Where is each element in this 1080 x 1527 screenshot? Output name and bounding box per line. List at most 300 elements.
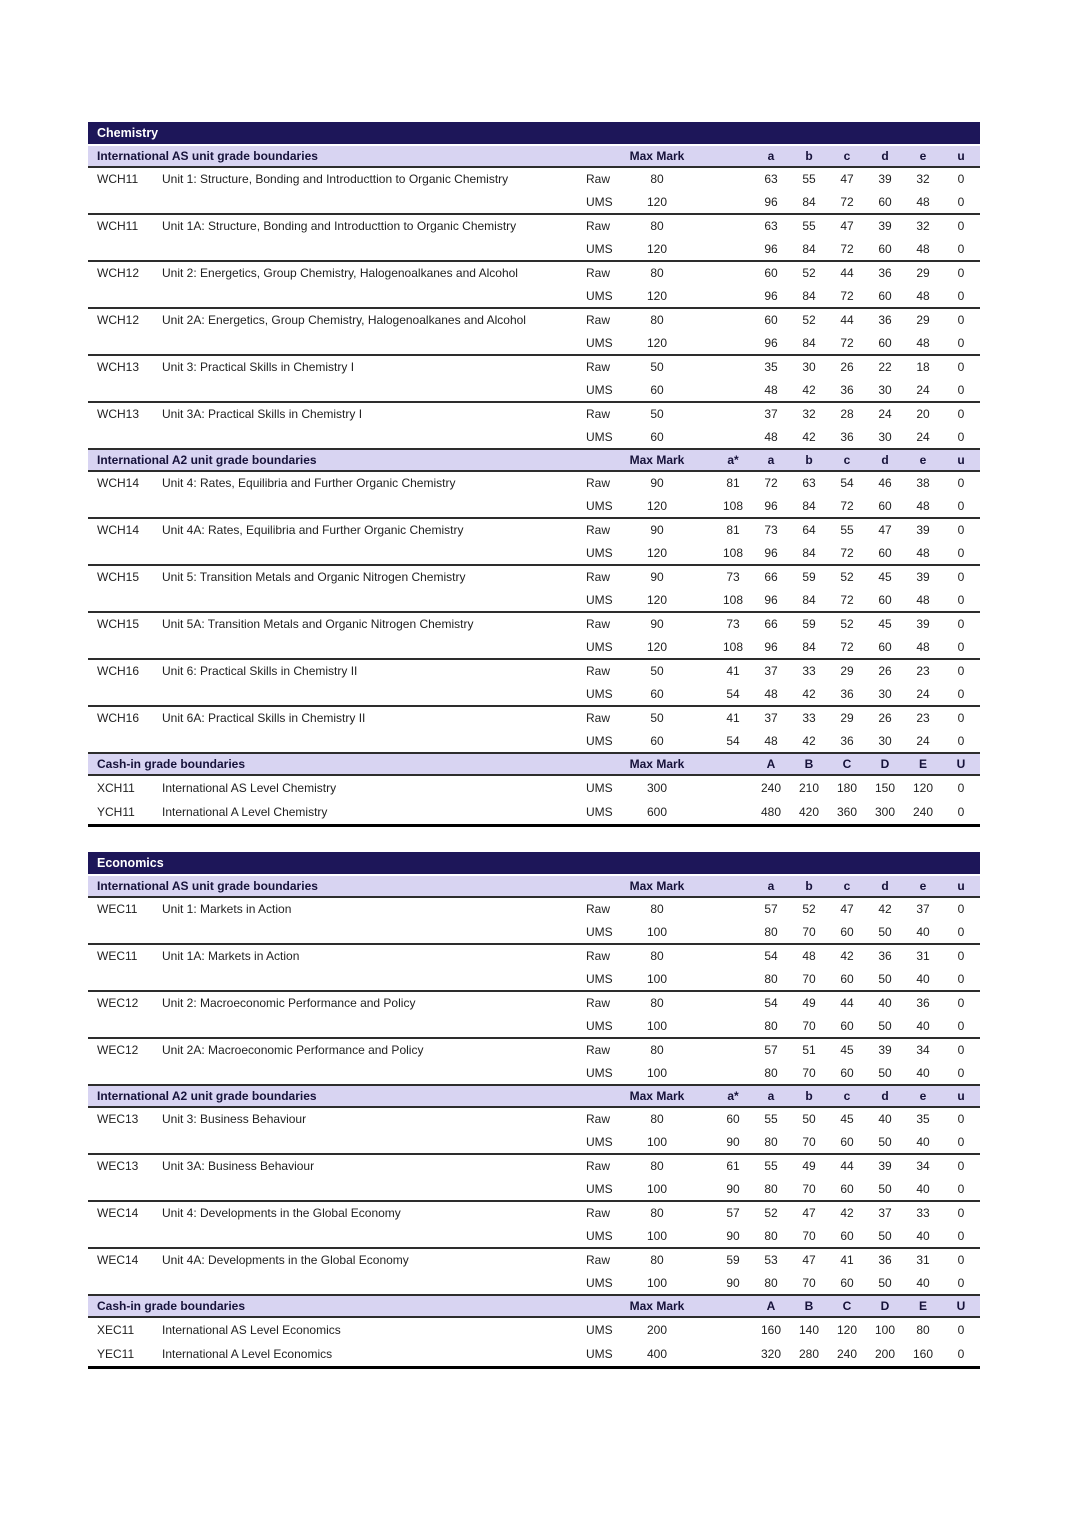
unit-row-group — [88, 403, 980, 450]
grade-boundary-value — [714, 1015, 752, 1038]
grade-boundary-value: 50 — [878, 924, 892, 939]
unit-row-group — [88, 898, 980, 945]
grade-boundary-value: 280 — [798, 1347, 820, 1361]
max-mark-value: 80 — [650, 996, 664, 1011]
grade-column-header: A — [766, 1299, 776, 1313]
grade-column-header: c — [843, 453, 851, 467]
grade-boundary-value: 50 — [878, 971, 892, 986]
max-mark-value: 50 — [650, 407, 664, 422]
grade-boundary-value: 30 — [878, 429, 892, 444]
grade-boundary-value: 84 — [802, 194, 816, 209]
grade-boundary-value: 108 — [722, 498, 744, 513]
grade-boundary-value: 33 — [802, 711, 816, 726]
unit-title: International A Level Economics — [162, 1347, 333, 1361]
grade-boundary-value: 60 — [840, 1018, 854, 1033]
max-mark-value: 600 — [646, 805, 668, 819]
unit-title: International AS Level Economics — [162, 1323, 341, 1337]
section-header-row — [88, 1296, 980, 1318]
grade-boundary-value: 23 — [916, 711, 930, 726]
subject-code: WEC11 — [97, 949, 138, 964]
unit-title: Unit 6A: Practical Skills in Chemistry II — [162, 711, 366, 726]
grade-boundary-value: 48 — [764, 733, 778, 748]
grade-boundary-value — [714, 379, 752, 402]
grade-boundary-value: 96 — [764, 335, 778, 350]
grade-boundary-value: 45 — [840, 1112, 854, 1127]
grade-boundary-value: 60 — [840, 971, 854, 986]
subject-code: WCH12 — [97, 313, 140, 328]
unit-title: Unit 4: Rates, Equilibria and Further Organic Chemistry — [162, 476, 456, 491]
grade-boundary-value: 0 — [957, 1275, 965, 1290]
grade-boundary-value: 50 — [878, 1275, 892, 1290]
grade-column-header — [714, 146, 752, 166]
grade-boundary-value: 37 — [878, 1206, 892, 1221]
grade-boundary-value: 66 — [764, 617, 778, 632]
grade-boundary-value: 80 — [764, 1275, 778, 1290]
grade-boundary-value: 84 — [802, 288, 816, 303]
max-mark-value: 80 — [650, 266, 664, 281]
mark-type-label: Raw — [586, 664, 611, 679]
unit-title: Unit 3: Business Behaviour — [162, 1112, 307, 1127]
grade-boundary-value: 96 — [764, 592, 778, 607]
mark-type-label: Raw — [586, 313, 611, 328]
grade-boundary-value: 70 — [802, 924, 816, 939]
grade-boundary-value: 80 — [764, 924, 778, 939]
grade-boundary-value: 48 — [916, 639, 930, 654]
grade-boundary-value: 180 — [836, 781, 858, 795]
grade-boundary-value: 72 — [840, 498, 854, 513]
subject-code: XCH11 — [97, 781, 135, 795]
grade-boundary-value: 52 — [802, 902, 816, 917]
unit-title: Unit 2A: Energetics, Group Chemistry, Halogenoalkanes and Alcohol — [162, 313, 526, 328]
grade-boundary-value: 32 — [916, 219, 930, 234]
grade-boundary-value: 60 — [840, 1181, 854, 1196]
max-mark-value: 50 — [650, 664, 664, 679]
grade-boundary-value: 55 — [840, 523, 854, 538]
grade-boundary-value: 140 — [798, 1323, 820, 1337]
grade-boundary-value: 73 — [726, 617, 740, 632]
grade-boundary-value: 40 — [916, 1134, 930, 1149]
grade-boundary-value: 30 — [802, 360, 816, 375]
mark-type-label: UMS — [586, 241, 613, 256]
unit-row-group — [88, 776, 980, 800]
grade-boundary-value: 36 — [840, 733, 854, 748]
mark-type-label: UMS — [586, 1134, 613, 1149]
grade-boundary-value — [714, 403, 752, 426]
grade-boundary-value: 28 — [840, 407, 854, 422]
mark-type-label: UMS — [586, 1065, 613, 1080]
grade-boundary-value: 30 — [878, 382, 892, 397]
grade-boundary-value: 59 — [802, 570, 816, 585]
grade-boundary-value: 60 — [878, 241, 892, 256]
grade-column-header: a* — [727, 453, 739, 467]
grade-boundary-value: 60 — [878, 639, 892, 654]
max-mark-header: Max Mark — [629, 757, 685, 771]
grade-boundary-value: 42 — [840, 949, 854, 964]
grade-boundary-value: 60 — [764, 266, 778, 281]
unit-title: Unit 1: Structure, Bonding and Introducttion to Organic Chemistry — [162, 172, 509, 187]
grade-column-header: a — [767, 149, 775, 163]
grade-boundary-value — [714, 968, 752, 991]
grade-boundary-value: 73 — [764, 523, 778, 538]
grade-boundary-value: 320 — [760, 1347, 782, 1361]
grade-boundary-value: 48 — [916, 241, 930, 256]
grade-boundary-value: 44 — [840, 313, 854, 328]
max-mark-header: Max Mark — [629, 149, 685, 163]
grade-column-header: B — [804, 757, 814, 771]
max-mark-value: 200 — [646, 1323, 668, 1337]
grade-boundary-value: 240 — [912, 805, 934, 819]
grade-boundary-value: 60 — [878, 288, 892, 303]
grade-column-header — [714, 754, 752, 774]
subject-code: WEC13 — [97, 1159, 139, 1174]
grade-column-header: c — [843, 149, 851, 163]
grade-boundary-value: 108 — [722, 592, 744, 607]
grade-boundary-value: 70 — [802, 1181, 816, 1196]
max-mark-value: 80 — [650, 1159, 664, 1174]
grade-boundary-value — [714, 1318, 752, 1342]
grade-boundary-value: 32 — [916, 172, 930, 187]
grade-column-header: e — [919, 149, 927, 163]
unit-title: Unit 2: Energetics, Group Chemistry, Halogenoalkanes and Alcohol — [162, 266, 518, 281]
unit-title: Unit 6: Practical Skills in Chemistry II — [162, 664, 358, 679]
section-header-row — [88, 876, 980, 898]
grade-boundary-value: 0 — [957, 1347, 965, 1361]
max-mark-value: 100 — [646, 1065, 668, 1080]
max-mark-header: Max Mark — [629, 453, 685, 467]
grade-boundary-value: 0 — [957, 1065, 965, 1080]
grade-boundary-value: 60 — [878, 194, 892, 209]
grade-boundary-value: 72 — [840, 241, 854, 256]
mark-type-label: UMS — [586, 686, 613, 701]
grade-boundary-value: 0 — [957, 805, 965, 819]
grade-boundary-value: 48 — [916, 288, 930, 303]
grade-column-header: e — [919, 1089, 927, 1103]
grade-column-header — [714, 1296, 752, 1316]
subject-code: XEC11 — [97, 1323, 135, 1337]
grade-boundary-value: 47 — [802, 1206, 816, 1221]
grade-boundary-value: 40 — [916, 1275, 930, 1290]
grade-boundary-value: 52 — [802, 266, 816, 281]
max-mark-value: 120 — [646, 498, 668, 513]
mark-type-label: UMS — [586, 194, 613, 209]
subject-code: YCH11 — [97, 805, 135, 819]
mark-type-label: UMS — [586, 1347, 613, 1361]
grade-boundary-value: 45 — [878, 570, 892, 585]
grade-boundary-value: 0 — [957, 639, 965, 654]
grade-boundary-value — [714, 332, 752, 355]
grade-boundary-value: 0 — [957, 1181, 965, 1196]
grade-boundary-value: 360 — [836, 805, 858, 819]
mark-type-label: UMS — [586, 781, 613, 795]
grade-boundary-value: 29 — [916, 313, 930, 328]
mark-type-label: Raw — [586, 219, 611, 234]
mark-type-label: Raw — [586, 1253, 611, 1268]
grade-boundary-value: 54 — [764, 996, 778, 1011]
section-title: International A2 unit grade boundaries — [97, 453, 317, 467]
unit-title: Unit 4A: Rates, Equilibria and Further Organic Chemistry — [162, 523, 464, 538]
max-mark-header: Max Mark — [629, 1299, 685, 1313]
grade-boundary-value: 23 — [916, 664, 930, 679]
max-mark-value: 60 — [650, 429, 664, 444]
unit-row-group — [88, 215, 980, 262]
grade-boundary-value: 54 — [726, 686, 740, 701]
mark-type-label: UMS — [586, 498, 613, 513]
grade-boundary-value: 0 — [957, 498, 965, 513]
grade-boundary-value: 0 — [957, 241, 965, 256]
grade-boundary-value: 54 — [840, 476, 854, 491]
grade-boundary-value: 40 — [916, 1181, 930, 1196]
unit-title: Unit 1A: Structure, Bonding and Introducttion to Organic Chemistry — [162, 219, 517, 234]
mark-type-label: UMS — [586, 592, 613, 607]
grade-boundary-value — [714, 262, 752, 285]
mark-type-label: UMS — [586, 382, 613, 397]
max-mark-value: 80 — [650, 1043, 664, 1058]
grade-boundary-value: 33 — [916, 1206, 930, 1221]
mark-type-label: Raw — [586, 523, 611, 538]
max-mark-value: 100 — [646, 924, 668, 939]
max-mark-value: 120 — [646, 288, 668, 303]
grade-boundary-value: 33 — [802, 664, 816, 679]
grade-boundary-value: 60 — [840, 1065, 854, 1080]
mark-type-label: Raw — [586, 711, 611, 726]
grade-column-header: u — [957, 1089, 965, 1103]
grade-boundary-value: 48 — [764, 382, 778, 397]
unit-row-group — [88, 1039, 980, 1086]
section-header-row — [88, 1086, 980, 1108]
grade-boundary-value: 70 — [802, 1134, 816, 1149]
grade-column-header: c — [843, 879, 851, 893]
grade-boundary-value: 120 — [912, 781, 934, 795]
grade-column-header: a — [767, 453, 775, 467]
grade-boundary-value: 50 — [878, 1181, 892, 1196]
grade-column-header: b — [805, 1089, 813, 1103]
grade-column-header: c — [843, 1089, 851, 1103]
section-header-row — [88, 754, 980, 776]
grade-boundary-value: 0 — [957, 733, 965, 748]
grade-column-header — [714, 876, 752, 896]
unit-title: Unit 4A: Developments in the Global Economy — [162, 1253, 409, 1268]
grade-column-header: b — [805, 149, 813, 163]
grade-boundary-value: 18 — [916, 360, 930, 375]
grade-column-header: E — [918, 1299, 927, 1313]
grade-boundary-value: 84 — [802, 498, 816, 513]
grade-boundary-value: 72 — [840, 194, 854, 209]
grade-column-header: d — [881, 453, 889, 467]
max-mark-value: 80 — [650, 1206, 664, 1221]
mark-type-label: Raw — [586, 902, 611, 917]
grade-boundary-value: 420 — [798, 805, 820, 819]
grade-boundary-value: 108 — [722, 545, 744, 560]
unit-title: Unit 4: Developments in the Global Economy — [162, 1206, 401, 1221]
grade-boundary-value: 63 — [802, 476, 816, 491]
grade-boundary-value: 61 — [726, 1159, 740, 1174]
grade-boundary-value: 96 — [764, 545, 778, 560]
max-mark-header: Max Mark — [629, 1089, 685, 1103]
grade-column-header: B — [804, 1299, 814, 1313]
unit-row-group — [88, 1108, 980, 1155]
grade-boundary-value: 29 — [840, 711, 854, 726]
grade-column-header: b — [805, 879, 813, 893]
grade-boundary-value: 26 — [878, 711, 892, 726]
grade-boundary-value: 80 — [764, 1065, 778, 1080]
subject-code: WCH11 — [97, 219, 139, 234]
grade-boundary-value: 24 — [916, 686, 930, 701]
grade-boundary-value — [714, 1342, 752, 1366]
grade-boundary-value: 240 — [760, 781, 782, 795]
grade-boundary-value: 60 — [878, 498, 892, 513]
section-title: Cash-in grade boundaries — [97, 1299, 246, 1313]
grade-boundary-value: 24 — [916, 429, 930, 444]
grade-boundary-value: 60 — [840, 1228, 854, 1243]
grade-boundary-value: 0 — [957, 194, 965, 209]
unit-row-group — [88, 1202, 980, 1249]
mark-type-label: UMS — [586, 545, 613, 560]
grade-column-header: u — [957, 879, 965, 893]
grade-boundary-value: 52 — [802, 313, 816, 328]
mark-type-label: UMS — [586, 733, 613, 748]
max-mark-value: 90 — [650, 570, 664, 585]
max-mark-value: 80 — [650, 949, 664, 964]
grade-boundary-value: 24 — [878, 407, 892, 422]
subject-code: WCH15 — [97, 570, 140, 585]
grade-boundary-value: 37 — [764, 407, 778, 422]
grade-boundary-value: 0 — [957, 545, 965, 560]
grade-boundary-value: 31 — [916, 949, 930, 964]
grade-column-header: C — [842, 1299, 852, 1313]
grade-column-header: d — [881, 149, 889, 163]
max-mark-value: 120 — [646, 335, 668, 350]
grade-boundary-value: 42 — [878, 902, 892, 917]
grade-boundary-value — [714, 356, 752, 379]
grade-boundary-value: 57 — [764, 1043, 778, 1058]
max-mark-value: 50 — [650, 711, 664, 726]
grade-boundary-value: 42 — [802, 429, 816, 444]
mark-type-label: Raw — [586, 570, 611, 585]
grade-boundary-value: 80 — [916, 1323, 930, 1337]
grade-boundary-value: 200 — [874, 1347, 896, 1361]
unit-title: Unit 2: Macroeconomic Performance and Policy — [162, 996, 416, 1011]
grade-boundary-value: 45 — [878, 617, 892, 632]
grade-boundary-value: 24 — [916, 382, 930, 397]
grade-boundary-value: 52 — [840, 570, 854, 585]
grade-boundary-value: 42 — [802, 382, 816, 397]
grade-boundary-value: 26 — [878, 664, 892, 679]
grade-boundary-value: 81 — [726, 523, 740, 538]
grade-column-header: U — [956, 1299, 966, 1313]
section-header-row — [88, 146, 980, 168]
unit-row-group — [88, 519, 980, 566]
grade-boundary-value: 100 — [874, 1323, 896, 1337]
grade-column-header: d — [881, 879, 889, 893]
grade-boundary-value: 70 — [802, 1018, 816, 1033]
max-mark-value: 80 — [650, 1112, 664, 1127]
unit-row-group — [88, 613, 980, 660]
grade-boundary-value: 72 — [840, 592, 854, 607]
grade-boundary-value: 73 — [726, 570, 740, 585]
grade-boundary-value — [714, 1039, 752, 1062]
grade-boundary-value: 70 — [802, 1228, 816, 1243]
grade-boundary-value: 52 — [840, 617, 854, 632]
grade-boundary-value — [714, 945, 752, 968]
max-mark-value: 100 — [646, 1228, 668, 1243]
grade-boundary-value: 70 — [802, 1275, 816, 1290]
grade-boundary-value: 47 — [802, 1253, 816, 1268]
grade-boundary-value: 39 — [916, 617, 930, 632]
grade-column-header: C — [842, 757, 852, 771]
grade-boundary-value: 60 — [840, 1134, 854, 1149]
grade-boundary-value: 55 — [764, 1112, 778, 1127]
unit-row-group — [88, 945, 980, 992]
mark-type-label: Raw — [586, 1043, 611, 1058]
grade-boundary-value: 80 — [764, 1018, 778, 1033]
grade-boundary-value: 44 — [840, 996, 854, 1011]
mark-type-label: UMS — [586, 639, 613, 654]
grade-column-header: d — [881, 1089, 889, 1103]
grade-boundary-value — [714, 191, 752, 214]
grade-boundary-value: 63 — [764, 172, 778, 187]
unit-row-group — [88, 472, 980, 519]
grade-boundary-value: 39 — [878, 1043, 892, 1058]
subject-code: WCH12 — [97, 266, 140, 281]
grade-boundary-value: 240 — [836, 1347, 858, 1361]
grade-boundary-value: 36 — [878, 949, 892, 964]
section-title: International AS unit grade boundaries — [97, 879, 318, 893]
grade-boundary-value: 34 — [916, 1043, 930, 1058]
grade-boundary-value — [714, 285, 752, 308]
subject-code: WCH16 — [97, 711, 140, 726]
grade-boundary-value: 20 — [916, 407, 930, 422]
grade-boundary-value — [714, 921, 752, 944]
mark-type-label: Raw — [586, 617, 611, 632]
grade-boundary-value: 41 — [726, 711, 740, 726]
grade-boundary-value — [714, 898, 752, 921]
grade-boundary-value: 72 — [764, 476, 778, 491]
subject-code: YEC11 — [97, 1347, 135, 1361]
grade-boundary-value: 72 — [840, 335, 854, 350]
max-mark-value: 120 — [646, 545, 668, 560]
grade-boundary-value: 50 — [802, 1112, 816, 1127]
grade-boundary-value: 47 — [840, 219, 854, 234]
grade-boundary-value: 108 — [722, 639, 744, 654]
grade-boundary-value: 80 — [764, 971, 778, 986]
max-mark-value: 60 — [650, 382, 664, 397]
grade-boundary-value: 84 — [802, 545, 816, 560]
grade-boundary-value: 0 — [957, 1206, 965, 1221]
mark-type-label: UMS — [586, 805, 613, 819]
grade-boundary-value: 63 — [764, 219, 778, 234]
grade-boundary-value: 0 — [957, 1159, 965, 1174]
max-mark-value: 80 — [650, 902, 664, 917]
subject-code: WCH15 — [97, 617, 140, 632]
grade-boundary-value: 30 — [878, 733, 892, 748]
grade-boundary-value: 48 — [916, 545, 930, 560]
unit-row-group — [88, 800, 980, 824]
unit-row-group — [88, 992, 980, 1039]
grade-column-header: a — [767, 879, 775, 893]
subject-code: WEC11 — [97, 902, 138, 917]
subject-table — [88, 852, 980, 1369]
grade-boundary-value: 52 — [764, 1206, 778, 1221]
grade-boundary-value: 96 — [764, 498, 778, 513]
unit-row-group — [88, 707, 980, 754]
mark-type-label: UMS — [586, 1323, 613, 1337]
grade-boundary-value: 44 — [840, 1159, 854, 1174]
grade-boundary-value: 34 — [916, 1159, 930, 1174]
grade-boundary-value: 37 — [916, 902, 930, 917]
grade-boundary-value: 0 — [957, 949, 965, 964]
grade-boundary-value: 96 — [764, 288, 778, 303]
grade-boundary-value: 90 — [726, 1275, 740, 1290]
